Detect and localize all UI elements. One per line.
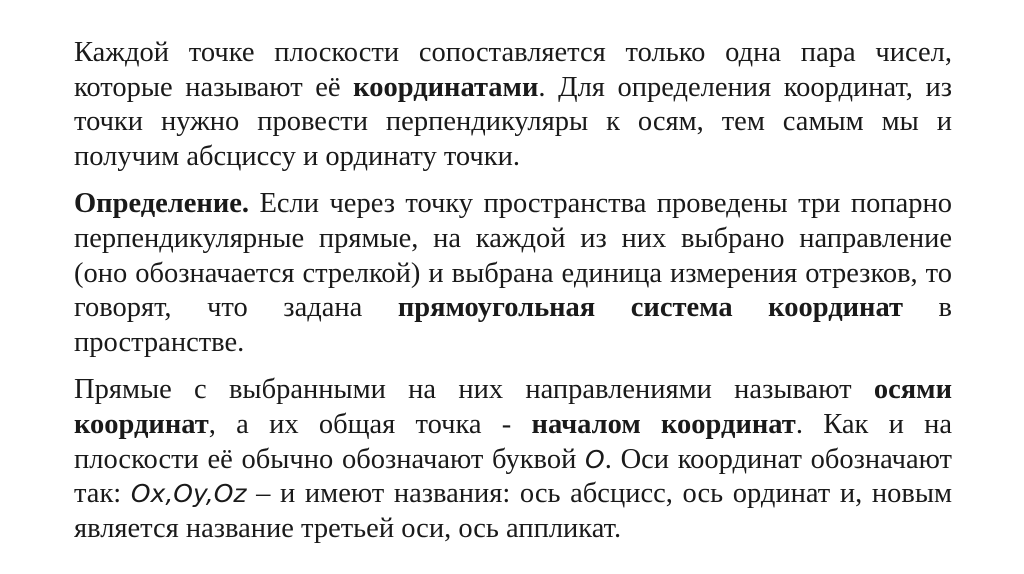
text-run: в пространстве. xyxy=(74,292,952,358)
paragraph-axes xyxy=(74,373,952,546)
text-run: Каждой точке плоскости сопоставляется только одна пара чисел, которые называют её xyxy=(74,37,952,103)
term-rectangular-system: прямоугольная система координат xyxy=(397,292,903,324)
math-axes-notation: Ox,Oy,Oz xyxy=(130,479,247,509)
math-origin-letter: O xyxy=(585,444,605,474)
text-run: Если через точку пространства проведены три попарно перпендикулярные прямые, на каждой из них выбрано направление (оно обозначается стрелкой) и выбрана единица измерения отрезков, то говорят, что задана xyxy=(74,188,952,324)
text-run: , а их общая точка - xyxy=(208,408,532,440)
text-run: . Оси координат обозначают так: xyxy=(74,443,952,510)
text-run: – и имеют названия: ось абсцисс, ось ординат и, новым является название третьей оси, ось аппликат. xyxy=(74,478,952,544)
text-run: . Как и на плоскости её обычно обозначают буквой xyxy=(74,408,952,475)
slide-content xyxy=(74,36,952,559)
paragraph-definition xyxy=(74,187,952,360)
term-coordinates: координатами xyxy=(353,71,539,103)
text-run: . Для определения координат, из точки нужно провести перпендикуляры к осям, тем самым мы и получим абсциссу и ординату точки. xyxy=(74,71,953,172)
term-coordinate-axes: осями координат xyxy=(74,374,952,440)
definition-label: Определение. xyxy=(74,188,250,220)
text-run: Прямые с выбранными на них направлениями называют xyxy=(74,374,874,406)
term-origin: началом координат xyxy=(531,408,796,440)
paragraph-coordinates-plane xyxy=(74,36,952,174)
